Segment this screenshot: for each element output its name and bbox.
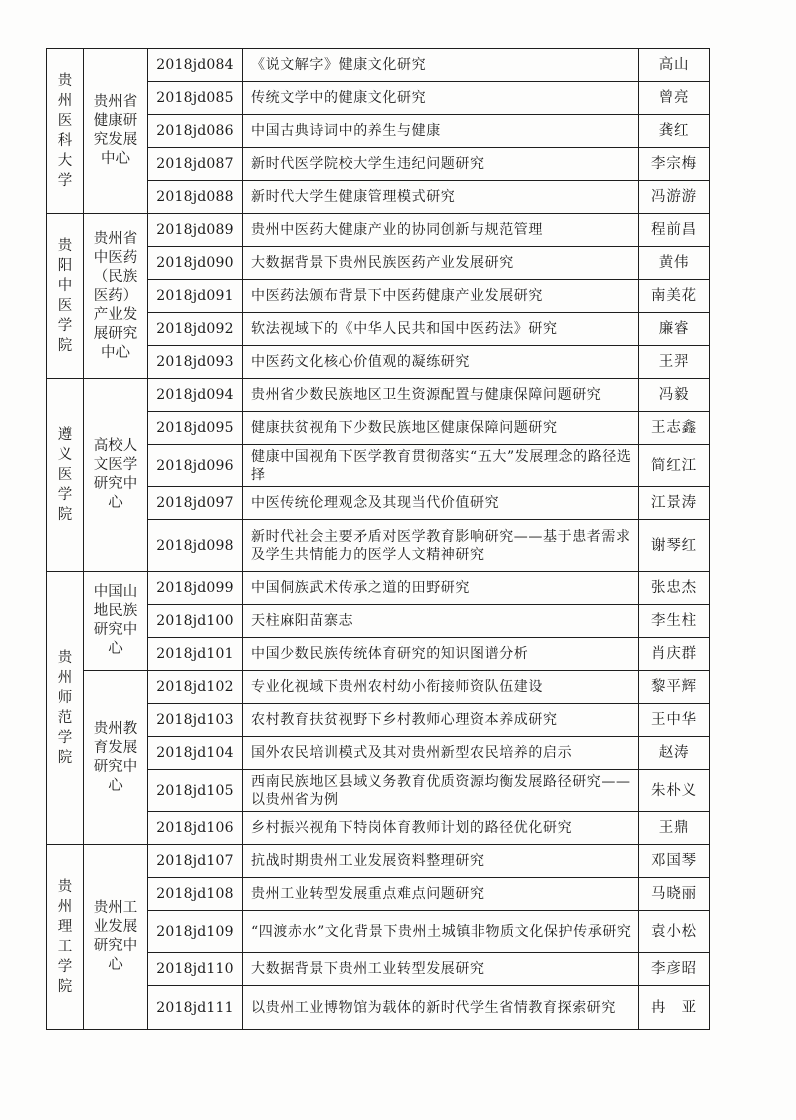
research-center-cell: 高校人文医学研究中心 — [84, 379, 148, 572]
project-leader-cell: 龚红 — [639, 115, 710, 148]
project-title-cell: 健康中国视角下医学教育贯彻落实“五大”发展理念的路径选择 — [243, 445, 639, 487]
project-code-cell: 2018jd086 — [148, 115, 243, 148]
project-title-cell: 国外农民培训模式及其对贵州新型农民培养的启示 — [243, 737, 639, 770]
project-title-cell: 中医药法颁布背景下中医药健康产业发展研究 — [243, 280, 639, 313]
project-title-cell: 新时代大学生健康管理模式研究 — [243, 181, 639, 214]
project-code-cell: 2018jd093 — [148, 346, 243, 379]
project-title-cell: 中医传统伦理观念及其现当代价值研究 — [243, 487, 639, 520]
project-title-cell: 专业化视域下贵州农村幼小衔接师资队伍建设 — [243, 671, 639, 704]
project-title-cell: 健康扶贫视角下少数民族地区健康保障问题研究 — [243, 412, 639, 445]
institution-cell: 贵州理工学院 — [47, 845, 84, 1030]
project-code-cell: 2018jd085 — [148, 82, 243, 115]
project-title-cell: 软法视域下的《中华人民共和国中医药法》研究 — [243, 313, 639, 346]
project-code-cell: 2018jd088 — [148, 181, 243, 214]
project-code-cell: 2018jd091 — [148, 280, 243, 313]
project-code-cell: 2018jd087 — [148, 148, 243, 181]
table-row — [47, 572, 710, 605]
project-leader-cell: 王鼎 — [639, 812, 710, 845]
project-code-cell: 2018jd098 — [148, 520, 243, 572]
research-center-cell: 中国山地民族研究中心 — [84, 572, 148, 671]
project-title-cell: 新时代医学院校大学生违纪问题研究 — [243, 148, 639, 181]
project-leader-cell: 王中华 — [639, 704, 710, 737]
institution-cell: 贵州师范学院 — [47, 572, 84, 845]
project-title-cell: 大数据背景下贵州民族医药产业发展研究 — [243, 247, 639, 280]
project-leader-cell: 程前昌 — [639, 214, 710, 247]
project-leader-cell: 冯毅 — [639, 379, 710, 412]
project-title-cell: 抗战时期贵州工业发展资料整理研究 — [243, 845, 639, 878]
project-title-cell: 中国侗族武术传承之道的田野研究 — [243, 572, 639, 605]
research-center-cell: 贵州省健康研究发展中心 — [84, 49, 148, 214]
project-table-body — [47, 49, 710, 1030]
project-leader-cell: 赵涛 — [639, 737, 710, 770]
project-leader-cell: 江景涛 — [639, 487, 710, 520]
project-code-cell: 2018jd106 — [148, 812, 243, 845]
project-code-cell: 2018jd089 — [148, 214, 243, 247]
project-code-cell: 2018jd096 — [148, 445, 243, 487]
project-title-cell: 乡村振兴视角下特岗体育教师计划的路径优化研究 — [243, 812, 639, 845]
research-center-cell: 贵州省中医药（民族医药）产业发展研究中心 — [84, 214, 148, 379]
project-leader-cell: 廉睿 — [639, 313, 710, 346]
project-title-cell: 大数据背景下贵州工业转型发展研究 — [243, 953, 639, 986]
project-leader-cell: 王羿 — [639, 346, 710, 379]
institution-cell: 贵州医科大学 — [47, 49, 84, 214]
project-code-cell: 2018jd105 — [148, 770, 243, 812]
project-leader-cell: 冯游游 — [639, 181, 710, 214]
project-code-cell: 2018jd110 — [148, 953, 243, 986]
project-title-cell: “四渡赤水”文化背景下贵州土城镇非物质文化保护传承研究 — [243, 911, 639, 953]
project-title-cell: 中医药文化核心价值观的凝练研究 — [243, 346, 639, 379]
project-code-cell: 2018jd094 — [148, 379, 243, 412]
project-leader-cell: 黎平辉 — [639, 671, 710, 704]
table-row — [47, 49, 710, 82]
project-leader-cell: 朱朴义 — [639, 770, 710, 812]
project-leader-cell: 李宗梅 — [639, 148, 710, 181]
project-leader-cell: 冉 亚 — [639, 986, 710, 1030]
institution-cell: 贵阳中医学院 — [47, 214, 84, 379]
project-leader-cell: 袁小松 — [639, 911, 710, 953]
table-row — [47, 845, 710, 878]
research-center-cell: 贵州工业发展研究中心 — [84, 845, 148, 1030]
project-leader-cell: 谢琴红 — [639, 520, 710, 572]
project-leader-cell: 李生柱 — [639, 605, 710, 638]
project-code-cell: 2018jd097 — [148, 487, 243, 520]
project-leader-cell: 简红江 — [639, 445, 710, 487]
project-code-cell: 2018jd100 — [148, 605, 243, 638]
project-code-cell: 2018jd084 — [148, 49, 243, 82]
project-leader-cell: 高山 — [639, 49, 710, 82]
project-code-cell: 2018jd108 — [148, 878, 243, 911]
project-code-cell: 2018jd101 — [148, 638, 243, 671]
project-code-cell: 2018jd092 — [148, 313, 243, 346]
project-title-cell: 以贵州工业博物馆为载体的新时代学生省情教育探索研究 — [243, 986, 639, 1030]
project-leader-cell: 黄伟 — [639, 247, 710, 280]
project-title-cell: 新时代社会主要矛盾对医学教育影响研究——基于患者需求及学生共情能力的医学人文精神研究 — [243, 520, 639, 572]
project-title-cell: 中国古典诗词中的养生与健康 — [243, 115, 639, 148]
project-title-cell: 西南民族地区县域义务教育优质资源均衡发展路径研究——以贵州省为例 — [243, 770, 639, 812]
project-code-cell: 2018jd104 — [148, 737, 243, 770]
table-row — [47, 671, 710, 704]
project-code-cell: 2018jd102 — [148, 671, 243, 704]
project-leader-cell: 张忠杰 — [639, 572, 710, 605]
research-center-cell: 贵州教育发展研究中心 — [84, 671, 148, 845]
project-leader-cell: 李彦昭 — [639, 953, 710, 986]
project-code-cell: 2018jd095 — [148, 412, 243, 445]
table-row — [47, 379, 710, 412]
table-row — [47, 214, 710, 247]
project-code-cell: 2018jd107 — [148, 845, 243, 878]
project-leader-cell: 曾亮 — [639, 82, 710, 115]
project-code-cell: 2018jd111 — [148, 986, 243, 1030]
project-title-cell: 传统文学中的健康文化研究 — [243, 82, 639, 115]
project-code-cell: 2018jd109 — [148, 911, 243, 953]
project-title-cell: 贵州工业转型发展重点难点问题研究 — [243, 878, 639, 911]
project-leader-cell: 肖庆群 — [639, 638, 710, 671]
institution-cell: 遵义医学院 — [47, 379, 84, 572]
project-title-cell: 农村教育扶贫视野下乡村教师心理资本养成研究 — [243, 704, 639, 737]
project-leader-cell: 王志鑫 — [639, 412, 710, 445]
project-title-cell: 中国少数民族传统体育研究的知识图谱分析 — [243, 638, 639, 671]
project-title-cell: 贵州省少数民族地区卫生资源配置与健康保障问题研究 — [243, 379, 639, 412]
project-code-cell: 2018jd090 — [148, 247, 243, 280]
project-table — [46, 48, 710, 1030]
project-leader-cell: 南美花 — [639, 280, 710, 313]
project-code-cell: 2018jd103 — [148, 704, 243, 737]
project-title-cell: 贵州中医药大健康产业的协同创新与规范管理 — [243, 214, 639, 247]
project-leader-cell: 马晓丽 — [639, 878, 710, 911]
project-title-cell: 天柱麻阳苗寨志 — [243, 605, 639, 638]
project-code-cell: 2018jd099 — [148, 572, 243, 605]
project-leader-cell: 邓国琴 — [639, 845, 710, 878]
project-title-cell: 《说文解字》健康文化研究 — [243, 49, 639, 82]
